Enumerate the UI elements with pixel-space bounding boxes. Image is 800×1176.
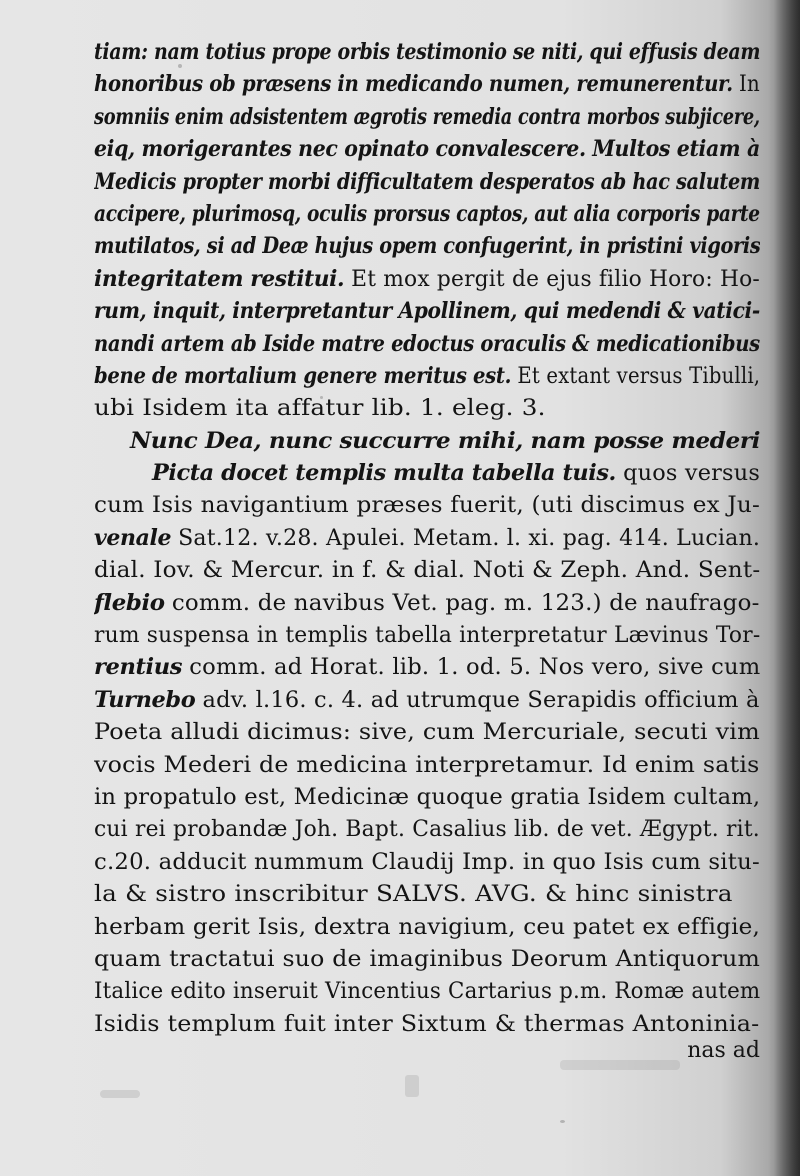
text-line-10: nandi artem ab Iside matre edoctus oraculis & medicationibus [94, 330, 760, 357]
text-line-26: c.20. adducit nummum Claudij Imp. in quo Isis cum situ- [94, 849, 760, 875]
text-line-2: honoribus ob præsens in medicando numen, remunerentur. In [94, 71, 760, 98]
text-line-7: mutilatos, si ad Deæ hujus opem confugerint, in pristini vigoris [94, 233, 760, 260]
text-line-8: integritatem restitui. Et mox pergit de ejus filio Horo: Ho- [94, 265, 760, 292]
ink-spot [560, 1120, 565, 1123]
text-line-18: flebio comm. de navibus Vet. pag. m. 123.) de naufrago- [94, 589, 760, 616]
text-line-29: quam tractatui suo de imaginibus Deorum Antiquorum [94, 946, 760, 972]
text-line-19: rum suspensa in templis tabella interpretatur Lævinus Tor- [94, 623, 760, 649]
text-line-20: rentius comm. ad Horat. lib. 1. od. 5. Nos vero, sive cum [94, 654, 760, 681]
text-line-15: cum Isis navigantium præses fuerit, (uti discimus ex Ju- [94, 493, 760, 519]
text-line-11: bene de mortalium genere meritus est. Et extant versus Tibulli, [94, 362, 760, 389]
text-line-23: vocis Mederi de medicina interpretamur. Id enim satis [94, 752, 760, 778]
show-through-smudge [405, 1075, 419, 1097]
text-line-5: Medicis propter morbi difficultatem desperatos ab hac salutem [94, 168, 760, 195]
text-line-25: cui rei probandæ Joh. Bapt. Casalius lib. de vet. Ægypt. rit. [94, 817, 760, 843]
text-line-6: accipere, plurimosq, oculis prorsus captos, aut alia corporis parte [94, 200, 760, 227]
text-line-16: venale Sat.12. v.28. Apulei. Metam. l. xi. pag. 414. Lucian. [94, 524, 760, 551]
text-line-31: Isidis templum fuit inter Sixtum & thermas Antoninia- [94, 1011, 760, 1037]
text-line-22: Poeta alludi dicimus: sive, cum Mercuriale, secuti vim [94, 720, 760, 746]
text-line-4: eiq, morigerantes nec opinato convalescere. Multos etiam à [94, 136, 760, 163]
verse-line-1: Nunc Dea, nunc succurre mihi, nam posse mederi [130, 427, 760, 454]
text-line-21: Turnebo adv. l.16. c. 4. ad utrumque Serapidis officium à [94, 686, 760, 713]
text-line-3: somniis enim adsistentem ægrotis remedia contra morbos subjicere, [94, 103, 760, 130]
text-line-9: rum, inquit, interpretantur Apollinem, qui medendi & vatici- [94, 298, 760, 325]
text-line-27: la & sistro inscribitur SALVS. AVG. & hinc sinistra [94, 882, 733, 908]
text-line-12: ubi Isidem ita affatur lib. 1. eleg. 3. [94, 396, 546, 422]
show-through-smudge [100, 1090, 140, 1098]
text-line-17: dial. Iov. & Mercur. in f. & dial. Noti & Zeph. And. Sent- [94, 558, 760, 584]
text-line-1: tiam: nam totius prope orbis testimonio se niti, qui effusis deam [94, 39, 760, 65]
text-line-28: herbam gerit Isis, dextra navigium, ceu patet ex effigie, [94, 914, 760, 940]
text-line-30: Italice edito inseruit Vincentius Cartarius p.m. Romæ autem [94, 979, 760, 1005]
catchword: nas ad [687, 1038, 760, 1063]
verse-line-2: Picta docet templis multa tabella tuis. quos versus [152, 460, 760, 487]
text-line-24: in propatulo est, Medicinæ quoque gratia Isidem cultam, [94, 784, 760, 810]
show-through-smudge [560, 1060, 680, 1070]
body-text [94, 36, 760, 1040]
